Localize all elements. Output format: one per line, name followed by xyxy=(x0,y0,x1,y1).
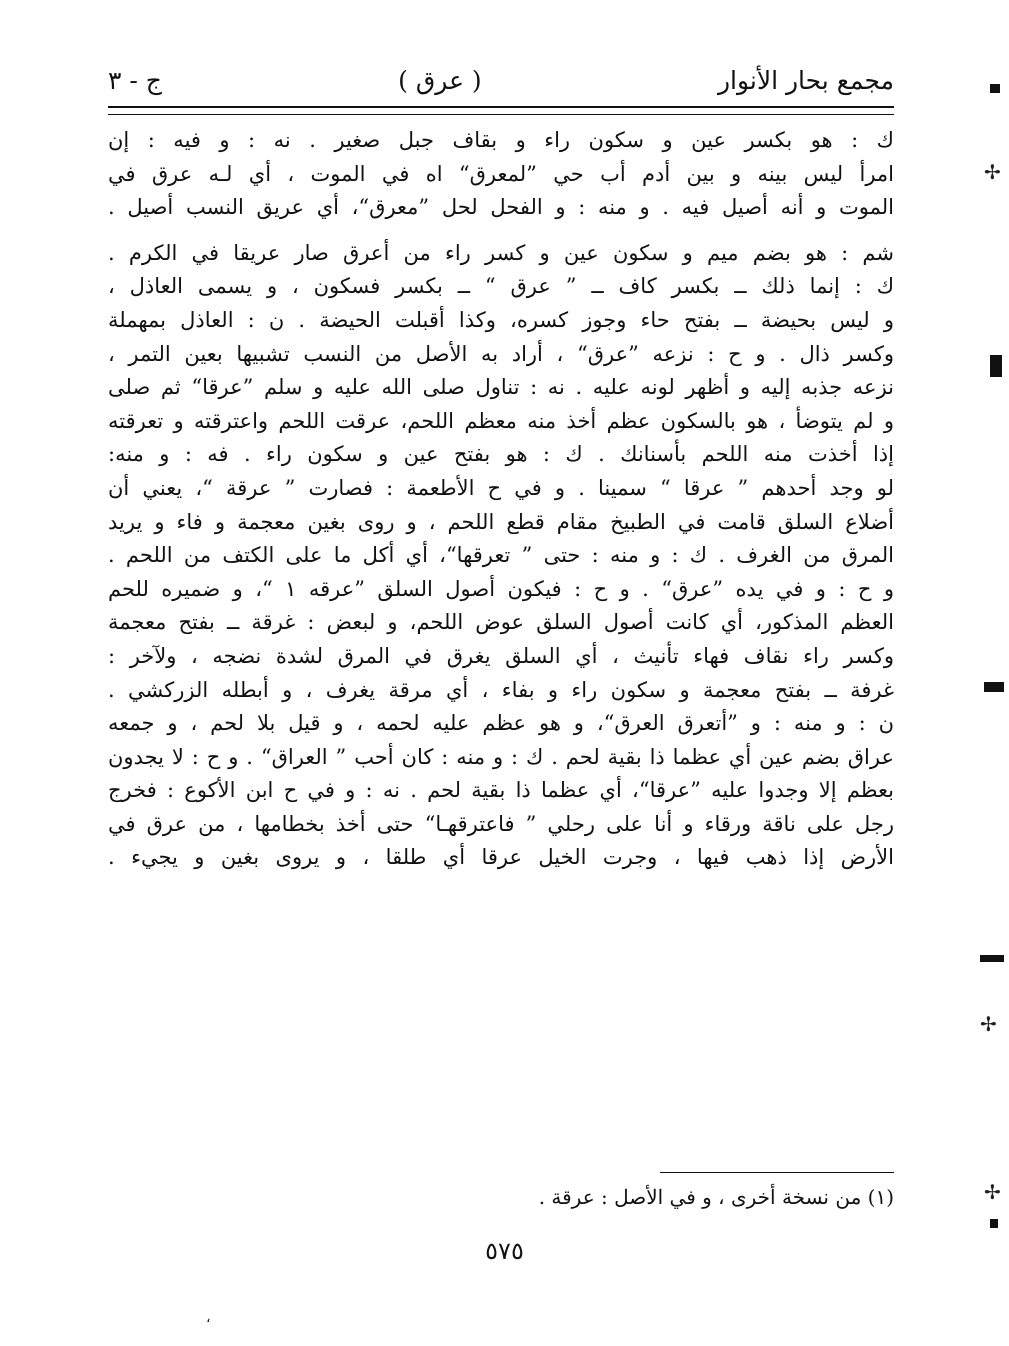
entry-heading: ( عرق ) xyxy=(398,65,482,95)
body-text xyxy=(108,124,894,875)
text-line: بعظم إلا وجدوا عليه ”عرقا“، أي عظما ذا بقية لحم . نه : و في ح ابن الأكوع : فخرج xyxy=(108,778,894,803)
margin-blot xyxy=(990,84,1000,93)
text-line: وكسر ذال . و ح : نزعه ”عرق“ ، أراد به الأصل من النسب تشبيها بعين التمر ، xyxy=(108,341,894,366)
text-line: ن : و منه : و ”أتعرق العرق“، و هو عظم عليه لحمه ، و قيل بلا لحم ، و جمعه xyxy=(108,711,894,736)
paragraph-gap xyxy=(108,225,894,237)
text-line: الأرض إذا ذهب فيها ، وجرت الخيل عرقا أي طلقا ، و يروى بغين و يجيء . xyxy=(108,845,894,870)
footnote: (١) من نسخة أخرى ، و في الأصل : عرقة . xyxy=(538,1185,894,1209)
text-line: لو وجد أحدهم ” عرقا “ سمينا . و في ح الأطعمة : فصارت ” عرقة “، يعني أن xyxy=(108,475,894,500)
page-number: ٥٧٥ xyxy=(485,1237,524,1265)
volume-number: ج - ٣ xyxy=(108,65,162,95)
margin-blot xyxy=(990,1219,998,1228)
margin-blot xyxy=(984,682,1004,692)
text-line: المرق من الغرف . ك : و منه : حتى ” تعرقها“، أي أكل ما على الكتف من اللحم . xyxy=(108,543,894,568)
text-line: رجل على ناقة ورقاء و أنا على رحلي ” فاعترقهـا“ حتى أخذ بخطامها ، من عرق في xyxy=(108,811,894,836)
text-line: إذا أخذت منه اللحم بأسنانك . ك : هو بفتح عين و سكون راء . فه : و منه: xyxy=(108,442,894,467)
text-line: الموت و أنه أصيل فيه . و منه : و الفحل لحل ”معرق“، أي عريق النسب أصيل . xyxy=(108,195,894,220)
text-line: شم : هو بضم ميم و سكون عين و كسر راء من أعرق صار عريقا في الكرم . xyxy=(108,240,894,265)
text-line: امرأ ليس بينه و بين أدم أب حي ”لمعرق“ اه في الموت ، أي لـه عرق في xyxy=(108,161,894,186)
text-line: أضلاع السلق قامت في الطبيخ مقام قطع اللحم ، و روى بغين معجمة و فاء و يريد xyxy=(108,509,894,534)
text-line: و ح : و في يده ”عرق“ . و ح : فيكون أصول السلق ”عرقه ١ “، و ضميره للحم xyxy=(108,576,894,601)
margin-star-icon: ✢ xyxy=(980,1012,997,1036)
text-line: عراق بضم عين أي عظما ذا بقية لحم . ك : و منه : كان أحب ” العراق“ . و ح : لا يجدون xyxy=(108,744,894,769)
text-line: العظم المذكور، أي كانت أصول السلق عوض اللحم، و لبعض : غرقة ــ بفتح معجمة xyxy=(108,610,894,635)
margin-blot xyxy=(980,955,1004,962)
stray-mark: ، xyxy=(206,1310,211,1326)
margin-blot xyxy=(990,355,1002,377)
footnote-separator xyxy=(660,1172,894,1173)
margin-star-icon: ✢ xyxy=(984,160,1001,184)
text-line: نزعه جذبه إليه و أظهر لونه عليه . نه : تناول صلى الله عليه و سلم ”عرقا“ ثم صلى xyxy=(108,375,894,400)
text-line: غرفة ــ بفتح معجمة و سكون راء و بفاء ، أي مرقة يغرف ، و أبطله الزركشي . xyxy=(108,677,894,702)
header-rule-thick xyxy=(108,106,894,108)
text-line: ك : هو بكسر عين و سكون راء و بقاف جبل صغير . نه : و فيه : إن xyxy=(108,128,894,152)
text-line: و لم يتوضأ ، هو بالسكون عظم أخذ منه معظم اللحم، عرقت اللحم واعترقته و تعرقته xyxy=(108,408,894,433)
text-line: ك : إنما ذلك ــ بكسر كاف ــ ” عرق “ ــ بكسر فسكون ، و يسمى العاذل ، xyxy=(108,274,894,299)
margin-star-icon: ✢ xyxy=(984,1180,1001,1204)
running-header xyxy=(108,60,894,100)
header-rule-thin xyxy=(108,114,894,115)
text-line: و ليس بحيضة ــ بفتح حاء وجوز كسره، وكذا أقبلت الحيضة . ن : العاذل بمهملة xyxy=(108,307,894,332)
book-title: مجمع بحار الأنوار xyxy=(717,65,894,95)
text-line: وكسر راء نقاف فهاء تأنيث ، أي السلق يغرق في المرق لشدة نضجه ، ولآخر : xyxy=(108,643,894,668)
